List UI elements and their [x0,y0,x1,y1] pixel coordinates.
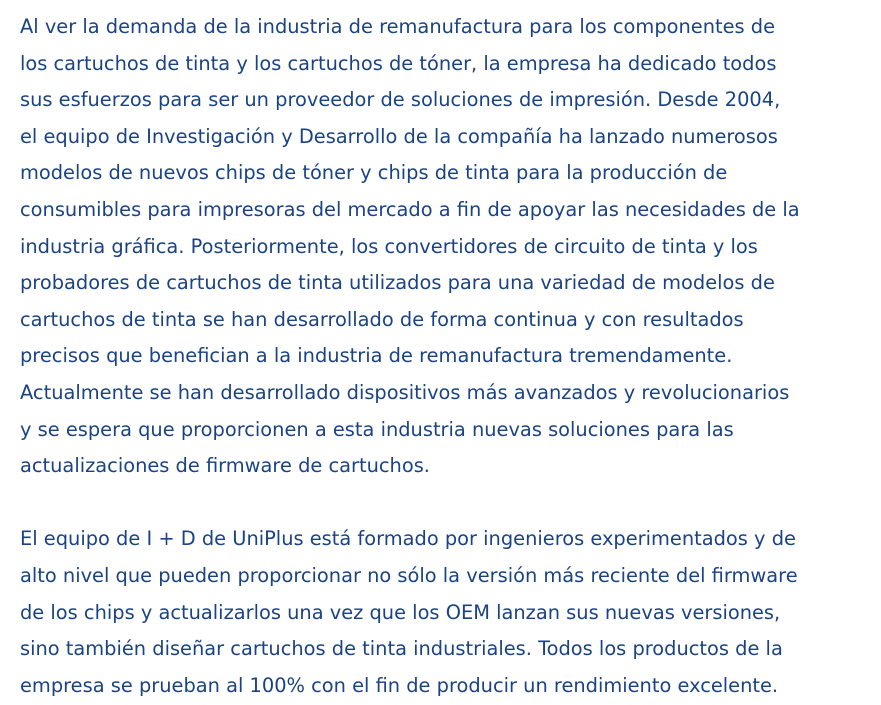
text-line: sus esfuerzos para ser un proveedor de soluciones de impresión. Desde 2004, [20,88,781,112]
text-line: El equipo de I + D de UniPlus está formado por ingenieros experimentados y de [20,527,796,551]
text-line: actualizaciones de firmware de cartuchos. [20,454,430,478]
text-line: probadores de cartuchos de tinta utilizados para una variedad de modelos de [20,271,775,295]
text-line: Al ver la demanda de la industria de remanufactura para los componentes de [20,15,776,38]
article-body [20,9,881,704]
text-line: Actualmente se han desarrollado dispositivos más avanzados y revolucionarios [20,380,790,404]
text-line: alto nivel que pueden proporcionar no sólo la versión más reciente del firmware [20,563,798,587]
text-line: sino también diseñar cartuchos de tinta industriales. Todos los productos de la [20,637,783,661]
text-line: los cartuchos de tinta y los cartuchos de tóner, la empresa ha dedicado todos [20,51,777,75]
text-line: el equipo de Investigación y Desarrollo de la compañía ha lanzado numerosos [20,124,778,148]
text-line: cartuchos de tinta se han desarrollado de forma continua y con resultados [20,307,744,331]
paragraph-intro [20,9,881,485]
text-line: y se espera que proporcionen a esta industria nuevas soluciones para las [20,417,734,441]
paragraph-team [20,521,881,704]
text-line: modelos de nuevos chips de tóner y chips de tinta para la producción de [20,161,728,185]
text-line: empresa se prueban al 100% con el fin de producir un rendimiento excelente. [20,673,779,697]
paragraph-spacer [20,485,881,522]
text-line: de los chips y actualizarlos una vez que los OEM lanzan sus nuevas versiones, [20,600,781,624]
text-line: precisos que benefician a la industria de remanufactura tremendamente. [20,344,733,368]
text-line: industria gráfica. Posteriormente, los convertidores de circuito de tinta y los [20,234,758,258]
text-line: consumibles para impresoras del mercado a fin de apoyar las necesidades de la [20,197,800,221]
